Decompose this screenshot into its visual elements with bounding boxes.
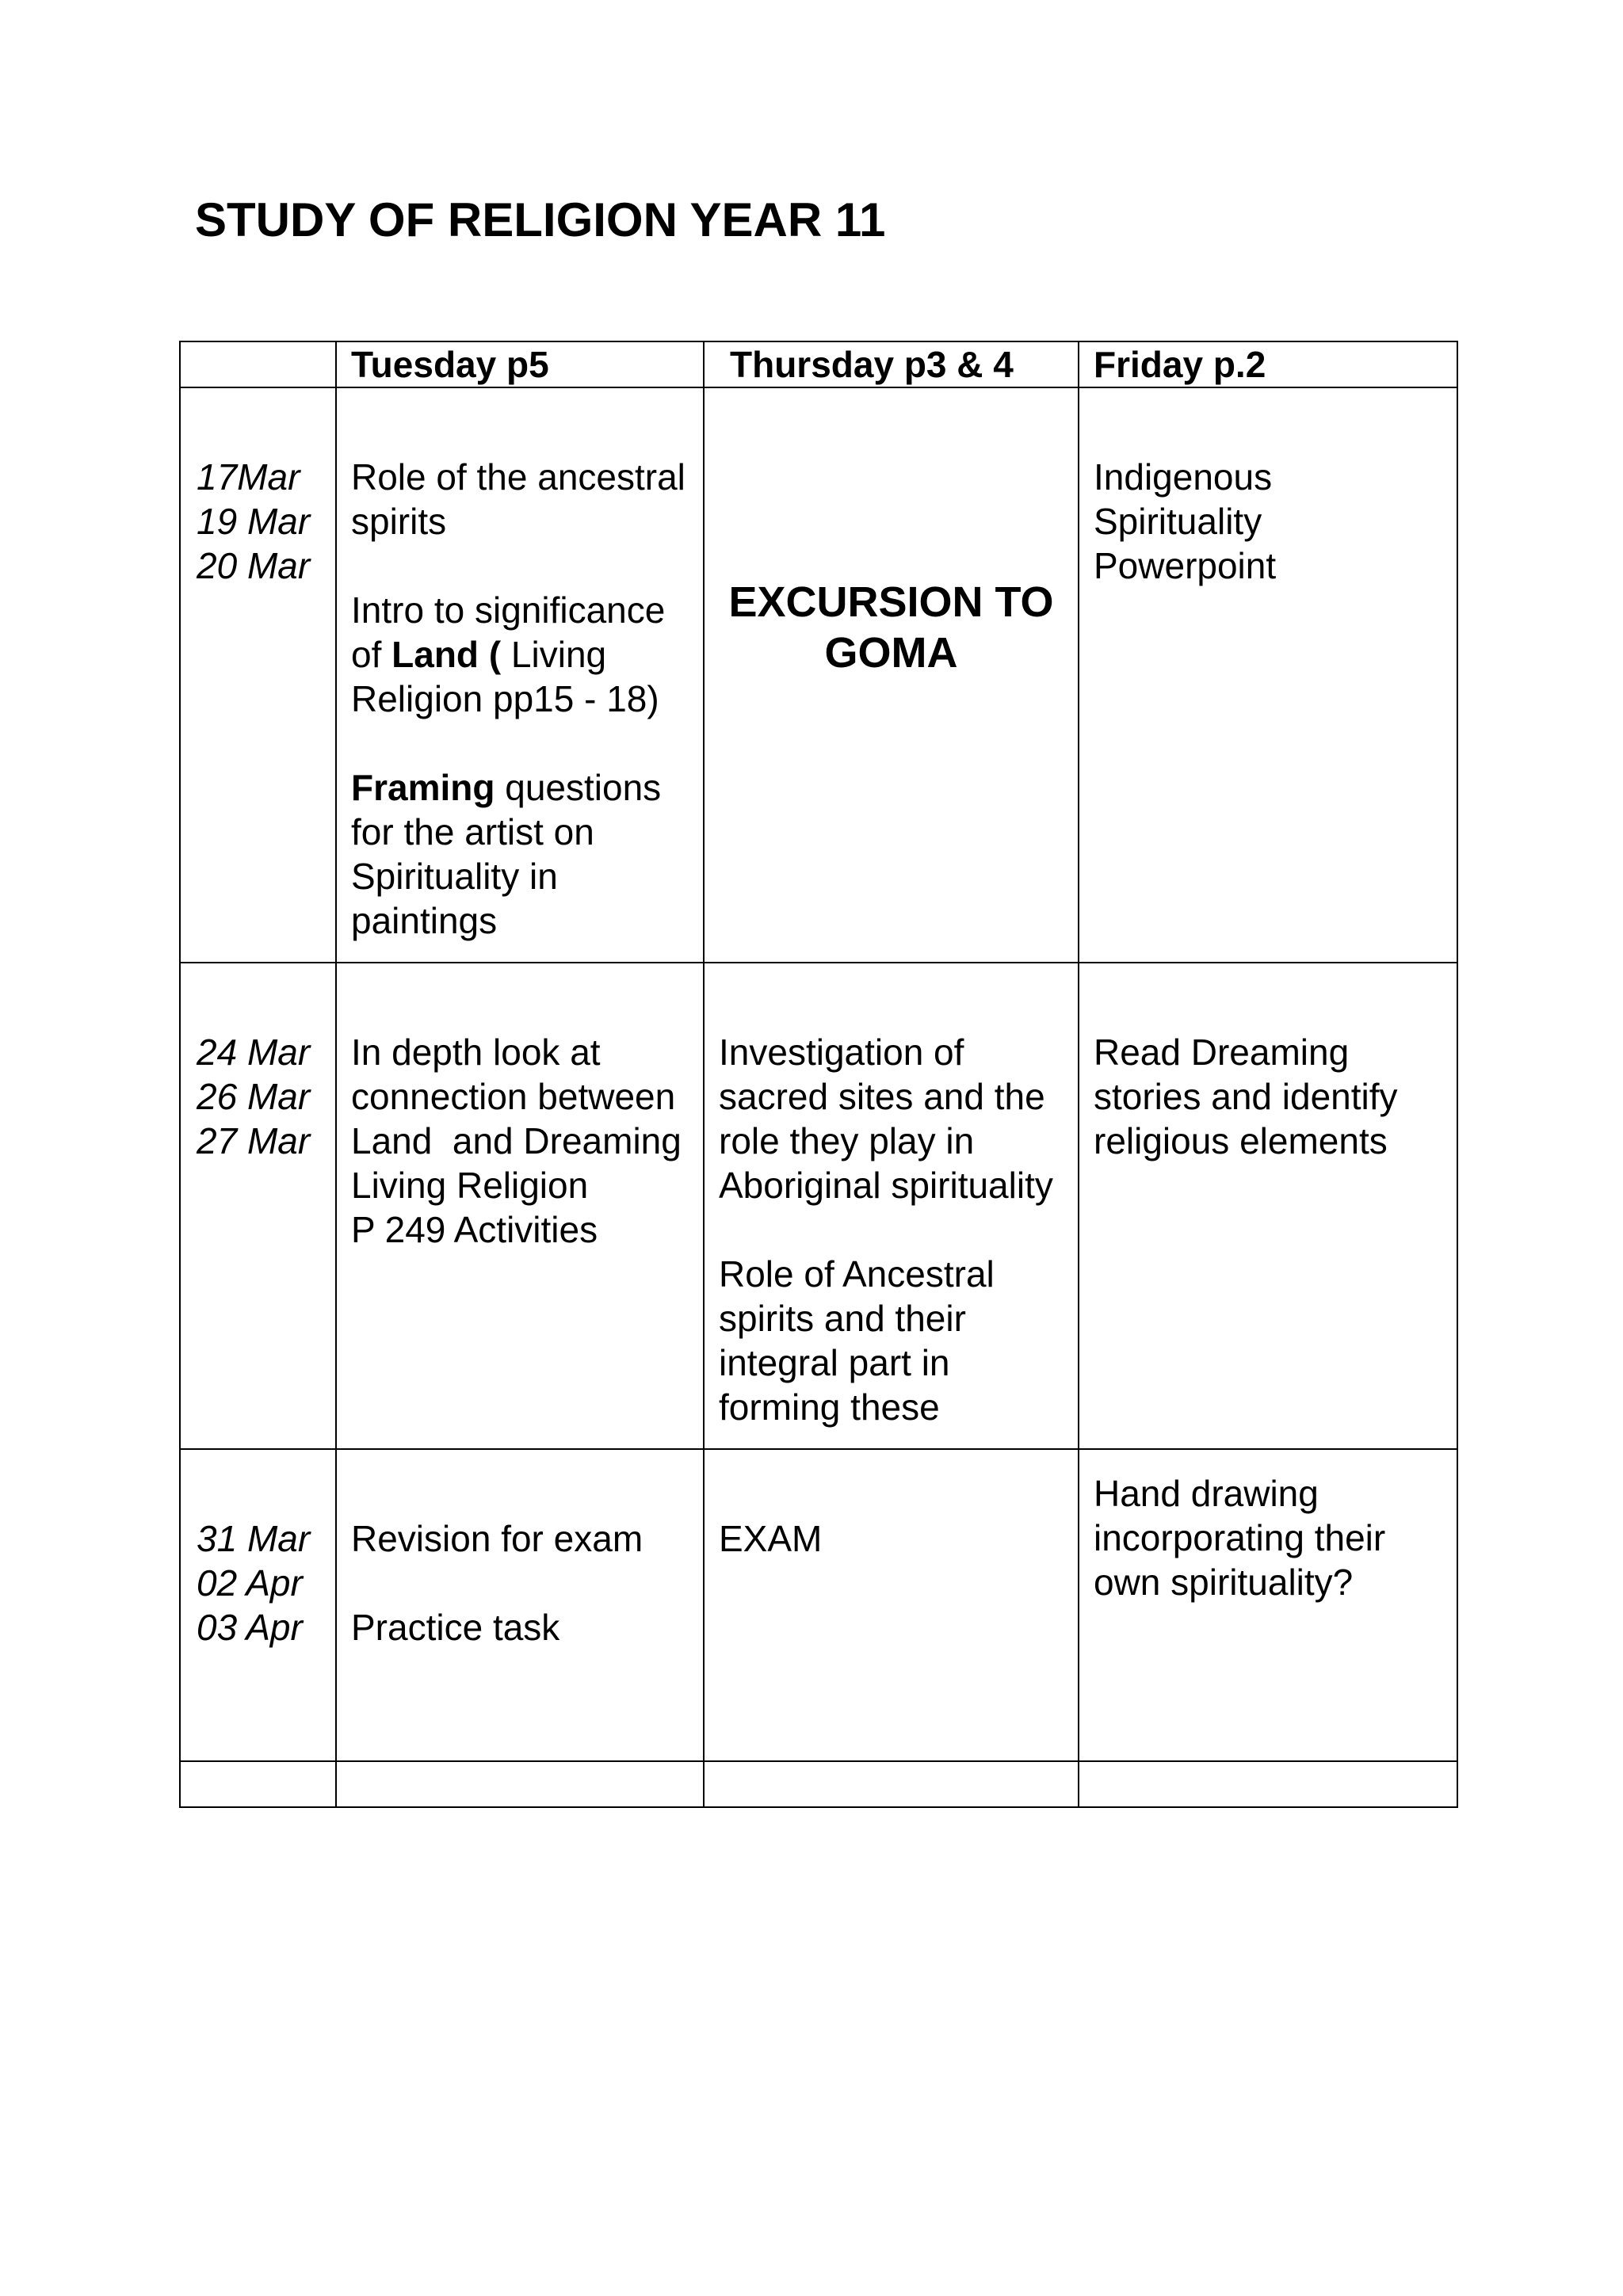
tuesday-cell: [336, 963, 704, 1449]
page-title: STUDY OF RELIGION YEAR 11: [195, 193, 886, 246]
date-label: 17Mar: [197, 456, 300, 498]
bold-text: Framing: [351, 767, 495, 808]
date-label: 02 Apr: [197, 1562, 303, 1604]
cell-paragraph: Investigation of sacred sites and the role they play in Aboriginal spirituality: [719, 1032, 1053, 1206]
cell-paragraph: Role of the ancestral spirits: [351, 456, 685, 542]
cell-line: In depth look at connection between: [351, 1032, 676, 1117]
empty-cell: [180, 1761, 336, 1807]
cell-paragraph: [351, 588, 689, 721]
date-label: 24 Mar: [197, 1032, 311, 1073]
thursday-cell: [704, 1449, 1079, 1761]
thursday-cell: [704, 963, 1079, 1449]
cell-paragraph: Practice task: [351, 1607, 560, 1648]
date-label: 26 Mar: [197, 1076, 311, 1117]
cell-paragraph: Role of Ancestral spirits and their integral part in forming these: [719, 1253, 995, 1428]
friday-cell: [1079, 387, 1457, 963]
header-cell-empty: [180, 341, 336, 387]
header-cell-thursday: Thursday p3 & 4: [704, 341, 1079, 387]
cell-paragraph: Hand drawing incorporating their own spirituality?: [1094, 1473, 1386, 1603]
table-row: [180, 1449, 1457, 1761]
date-label: 03 Apr: [197, 1607, 303, 1648]
text-span: Living Religion pp15 - 18): [351, 634, 659, 719]
friday-cell: [1079, 963, 1457, 1449]
excursion-label: EXCURSION TO GOMA: [728, 578, 1054, 677]
date-cell: [180, 387, 336, 963]
date-label: 31 Mar: [197, 1518, 311, 1559]
date-cell: [180, 1449, 336, 1761]
cell-paragraph: Read Dreaming stories and identify religious elements: [1094, 1032, 1398, 1161]
empty-cell: [1079, 1761, 1457, 1807]
cell-paragraph: [351, 765, 689, 943]
cell-line: Land and Dreaming: [351, 1120, 682, 1161]
tuesday-cell: [336, 1449, 704, 1761]
friday-cell: [1079, 1449, 1457, 1761]
table-header-row: [180, 341, 1457, 387]
empty-cell: [704, 1761, 1079, 1807]
date-label: 27 Mar: [197, 1120, 311, 1161]
cell-line: P 249 Activities: [351, 1209, 598, 1250]
tuesday-cell: [336, 387, 704, 963]
date-label: 20 Mar: [197, 545, 311, 586]
date-cell: [180, 963, 336, 1449]
schedule-table: [179, 341, 1458, 1808]
thursday-cell: [704, 387, 1079, 963]
cell-paragraph: Indigenous Spirituality Powerpoint: [1094, 456, 1277, 586]
cell-line: Living Religion: [351, 1165, 589, 1206]
text-span: questions for the artist on Spirituality in paintings: [351, 767, 662, 941]
bold-text: Land (: [391, 634, 502, 675]
header-cell-friday: Friday p.2: [1079, 341, 1457, 387]
header-cell-tuesday: Tuesday p5: [336, 341, 704, 387]
table-row-empty: [180, 1761, 1457, 1807]
table-row: [180, 963, 1457, 1449]
text-span: Intro to significance of: [351, 589, 666, 675]
cell-paragraph: Revision for exam: [351, 1518, 643, 1559]
table-row: [180, 387, 1457, 963]
empty-cell: [336, 1761, 704, 1807]
date-label: 19 Mar: [197, 501, 311, 542]
cell-paragraph: EXAM: [719, 1518, 823, 1559]
